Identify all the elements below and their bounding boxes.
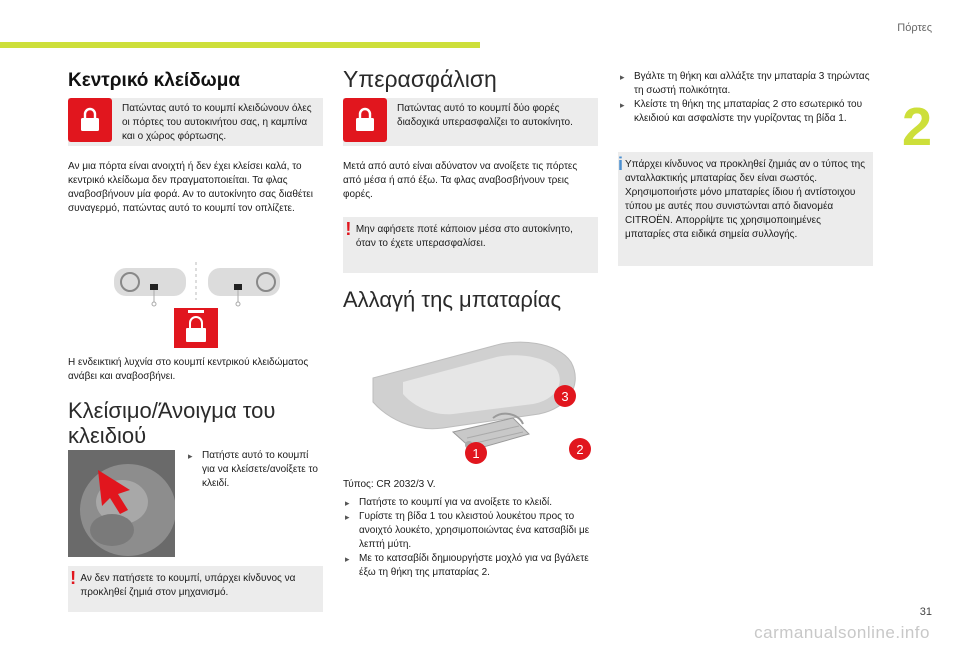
deadlocking-icon-box <box>343 98 598 146</box>
battery-steps-continued <box>618 70 873 126</box>
watermark: carmanualsonline.info <box>754 623 930 642</box>
central-locking-body: Αν μια πόρτα είναι ανοιχτή ή δεν έχει κλείσει καλά, το κεντρικό κλείδωμα δεν πραγματοποιείται. Τα φλας αναβοσβήνουν μία φορά. Αν το αυτοκίνητο σας διαθέτει συναγερμό, πατώντας αυτό το κουμπί τον οπλίζετε. <box>68 161 313 214</box>
key-lock-title: Κλείσιμο/Άνοιγμα του κλειδιού <box>68 398 276 449</box>
callout-1: 1 <box>472 446 480 461</box>
battery-info-box <box>618 152 873 266</box>
page-number: 31 <box>919 606 932 618</box>
dashboard-lock-illustration <box>108 258 288 348</box>
indicator-text: Η ενδεικτική λυχνία στο κουμπί κεντρικού κλειδώματος ανάβει και αναβοσβήνει. <box>68 357 309 382</box>
deadlocking-icon-text: Πατώντας αυτό το κουμπί δύο φορές διαδοχικά υπερασφαλίζει το αυτοκίνητο. <box>397 103 573 128</box>
central-locking-icon-text: Πατώντας αυτό το κουμπί κλειδώνουν όλες οι πόρτες του αυτοκινήτου σας, η καμπίνα και ο χώρος φόρτωσης. <box>122 103 312 142</box>
key-lock-warning-text: Αν δεν πατήσετε το κουμπί, υπάρχει κίνδυνος να προκληθεί ζημιά στον μηχανισμό. <box>80 573 296 598</box>
warning-icon: ! <box>345 219 352 239</box>
battery-step: ▸ Κλείστε τη θήκη της μπαταρίας 2 στο εσωτερικό του κλειδιού και ασφαλίστε την γυρίζοντας τη βίδα 1. <box>618 98 873 126</box>
central-locking-title: Κεντρικό κλείδωμα <box>68 70 241 91</box>
battery-step: ▸ Με το κατσαβίδι δημιουργήστε μοχλό για να βγάλετε έξω τη θήκη της μπαταρίας 2. <box>343 552 598 580</box>
battery-type: Τύπος: CR 2032/3 V. <box>343 479 436 490</box>
battery-title: Αλλαγή της μπαταρίας <box>343 287 562 312</box>
key-lock-warning <box>68 566 323 612</box>
chapter-accent-bar <box>0 42 480 48</box>
deadlocking-body: Μετά από αυτό είναι αδύνατον να ανοίξετε τις πόρτες από μέσα ή από έξω. Τα φλας αναβοσβήνουν τρεις φορές. <box>343 161 578 200</box>
key-battery-illustration <box>343 322 598 467</box>
battery-steps <box>343 496 598 580</box>
lock-button-icon <box>343 98 387 142</box>
info-icon: i <box>618 154 624 174</box>
battery-info-text: Υπάρχει κίνδυνος να προκληθεί ζημιάς αν ο τύπος της ανταλλακτικής μπαταρίας δεν είναι σωστός. Χρησιμοποιήστε μόνο μπαταρίες ίδιου ή αντίστοιχου τύπου με αυτές που συνιστώνται από διανομέα CITROËN. Απορρίψτε τις χρησιμοποιημένες μπαταρίες στα ειδικά σημεία συλλογής. <box>625 159 866 240</box>
deadlocking-warning-text: Μην αφήσετε ποτέ κάποιον μέσα στο αυτοκίνητο, όταν το έχετε υπερασφαλίσει. <box>355 224 573 249</box>
callout-3: 3 <box>561 389 569 404</box>
key-lock-step: ▸ Πατήστε αυτό το κουμπί για να κλείσετε/ανοίξετε το κλειδί. <box>186 449 323 491</box>
key-lock-steps <box>186 449 323 491</box>
warning-icon: ! <box>70 568 77 588</box>
battery-step: ▸ Βγάλτε τη θήκη και αλλάξτε την μπαταρία 3 τηρώντας τη σωστή πολικότητα. <box>618 70 873 98</box>
battery-step: ▸ Πατήστε το κουμπί για να ανοίξετε το κλειδί. <box>343 496 598 510</box>
central-locking-icon-box <box>68 98 323 146</box>
deadlocking-warning <box>343 217 598 273</box>
deadlocking-title: Υπερασφάλιση <box>343 66 497 92</box>
key-button-photo <box>68 450 175 557</box>
callout-2: 2 <box>576 442 584 457</box>
chapter-number: 2 <box>901 97 932 157</box>
battery-step: ▸ Γυρίστε τη βίδα 1 του κλειστού λουκέτου προς το ανοιχτό λουκέτο, χρησιμοποιώντας ένα κατσαβίδι με λεπτή μύτη. <box>343 510 598 552</box>
section-label: Πόρτες <box>897 22 932 34</box>
lock-button-icon <box>68 98 112 142</box>
